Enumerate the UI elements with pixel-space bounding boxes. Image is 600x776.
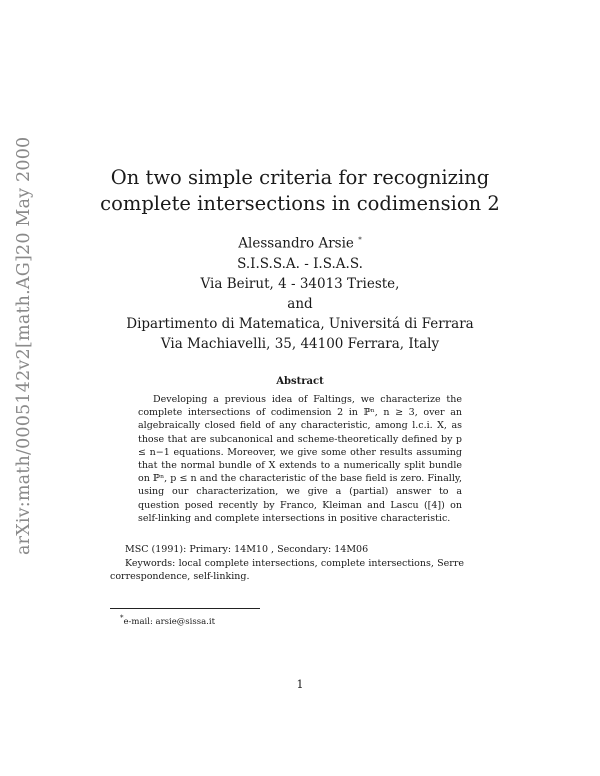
- affiliation-2: Dipartimento di Matematica, Universitá di Ferrara: [126, 315, 474, 332]
- author-footnote-mark: *: [358, 236, 362, 244]
- footnote: [120, 614, 215, 627]
- arxiv-side-stamp: [14, 136, 34, 555]
- arxiv-date: 20 May 2000: [14, 136, 34, 256]
- title-line-2: complete intersections in codimension 2: [100, 192, 500, 215]
- author-name: Alessandro Arsie: [238, 235, 354, 252]
- arxiv-identifier: arXiv:math/0005142v2: [14, 348, 34, 555]
- abstract-body: Developing a previous idea of Faltings, we characterize the complete intersections of codimension 2 in ℙⁿ, n ≥ 3, over an algebraically closed field of any characteristic, among l.c.i. X, as those that are subcanonical and scheme-theoretically defined by p ≤ n−1 equations. Moreover, we give some other results assuming that the normal bundle of X extends to a numerically split bundle on ℙⁿ, p ≤ n and the characteristic of the base field is zero. Finally, using our characterization, we give a (partial) answer to a question posed recently by Franco, Kleiman and Lascu ([4]) on self-linking and complete intersections in positive characteristic.: [138, 394, 462, 524]
- paper-title: [60, 165, 540, 217]
- affiliation-1: S.I.S.S.A. - I.S.A.S.: [237, 255, 363, 272]
- keywords: Keywords: local complete intersections, complete intersections, Serre correspondence, self-linking.: [110, 558, 464, 582]
- abstract-heading: Abstract: [276, 376, 324, 387]
- arxiv-category: [math.AG]: [14, 255, 34, 349]
- footnote-mark: *: [120, 614, 124, 622]
- page-number: 1: [296, 678, 304, 691]
- footnote-email: e-mail: arsie@sissa.it: [123, 616, 215, 627]
- msc-classification: MSC (1991): Primary: 14M10 , Secondary: 14M06: [125, 544, 369, 555]
- address-1: Via Beirut, 4 - 34013 Trieste,: [200, 275, 400, 292]
- title-line-1: On two simple criteria for recognizing: [110, 166, 490, 189]
- address-2: Via Machiavelli, 35, 44100 Ferrara, Italy: [160, 335, 440, 352]
- footnote-divider: [110, 608, 260, 609]
- conjunction: and: [287, 295, 313, 312]
- author-line: [60, 230, 540, 254]
- author-block: [60, 230, 540, 354]
